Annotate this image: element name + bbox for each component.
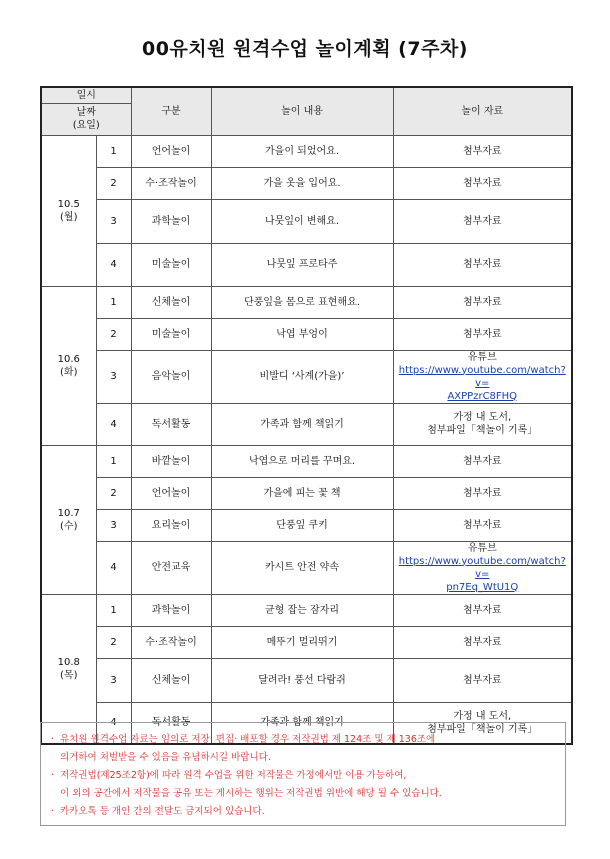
copyright-notice xyxy=(40,722,566,826)
material-label: 첨부자료 xyxy=(462,215,502,227)
content-cell: 가족과 함께 책읽기 xyxy=(211,403,393,445)
category-cell: 신체놀이 xyxy=(131,286,211,318)
notice-text: 저작권법(제25조2항)에 따라 원격 수업을 위한 저작물은 가정에서만 이용 가능하여, xyxy=(60,770,407,781)
material-label: 첨부자료 xyxy=(462,519,502,531)
content-cell: 낙엽으로 머리를 꾸며요. xyxy=(211,445,393,477)
notice-text: 이 외의 공간에서 저작물을 공유 또는 게시하는 행위는 저작권법 위반에 해당 될 수 있습니다. xyxy=(60,788,442,799)
material-label: 유튜브 xyxy=(467,542,497,554)
material-cell xyxy=(393,626,572,658)
youtube-link[interactable]: https://www.youtube.com/watch?v= pn7Eq_WtU1Q xyxy=(398,555,566,593)
category-cell: 과학놀이 xyxy=(131,199,211,243)
row-number: 4 xyxy=(96,403,131,445)
material-label: 첨부자료 xyxy=(462,328,502,340)
bullet-icon: · xyxy=(51,734,55,745)
material-cell xyxy=(393,350,572,403)
row-number: 4 xyxy=(96,541,131,594)
table-row xyxy=(41,658,572,702)
row-number: 3 xyxy=(96,199,131,243)
table-row xyxy=(41,167,572,199)
category-cell: 미술놀이 xyxy=(131,318,211,350)
row-number: 1 xyxy=(96,135,131,167)
material-label: 첨부자료 xyxy=(462,145,502,157)
category-cell: 수·조작놀이 xyxy=(131,167,211,199)
notice-line xyxy=(51,803,565,821)
category-cell: 언어놀이 xyxy=(131,135,211,167)
category-cell: 과학놀이 xyxy=(131,594,211,626)
table-row xyxy=(41,199,572,243)
material-label: 가정 내 도서, 첨부파일「책놀이 기록」 xyxy=(427,412,538,436)
day-cell xyxy=(41,286,96,445)
bullet-icon: · xyxy=(51,806,55,817)
header-category: 구분 xyxy=(131,87,211,135)
table-row xyxy=(41,318,572,350)
category-cell: 요리놀이 xyxy=(131,509,211,541)
content-cell: 나뭇잎이 변해요. xyxy=(211,199,393,243)
category-cell: 언어놀이 xyxy=(131,477,211,509)
material-label: 가정 내 도서, 첨부파일「책놀이 기록」 xyxy=(427,710,538,735)
material-label: 유튜브 xyxy=(467,351,497,363)
category-cell: 신체놀이 xyxy=(131,658,211,702)
day-cell xyxy=(41,445,96,594)
table-row xyxy=(41,509,572,541)
category-cell: 안전교육 xyxy=(131,541,211,594)
material-cell xyxy=(393,403,572,445)
content-cell: 달려라! 풍선 다람쥐 xyxy=(211,658,393,702)
material-cell xyxy=(393,167,572,199)
material-cell xyxy=(393,509,572,541)
material-cell xyxy=(393,541,572,594)
youtube-link[interactable]: https://www.youtube.com/watch?v= AXPPzrC8FHQ xyxy=(398,364,566,402)
notice-line xyxy=(51,785,565,803)
notice-text: 카카오톡 등 개인 간의 전달도 금지되어 있습니다. xyxy=(60,806,265,817)
material-cell xyxy=(393,658,572,702)
row-number: 1 xyxy=(96,286,131,318)
material-label: 첨부자료 xyxy=(462,259,502,270)
notice-line xyxy=(51,749,565,767)
table-row xyxy=(41,594,572,626)
row-number: 1 xyxy=(96,594,131,626)
content-cell: 가을이 되었어요. xyxy=(211,135,393,167)
row-number: 2 xyxy=(96,477,131,509)
category-cell: 음악놀이 xyxy=(131,350,211,403)
content-cell: 가족과 함께 책읽기 xyxy=(211,702,393,744)
category-cell: 미술놀이 xyxy=(131,243,211,286)
table-row xyxy=(41,286,572,318)
table-row xyxy=(41,135,572,167)
notice-line xyxy=(51,731,565,749)
page-title: 00유치원 원격수업 놀이계획 (7주차) xyxy=(142,38,468,60)
day-label: 10.7 (수) xyxy=(57,507,80,532)
row-number: 2 xyxy=(96,318,131,350)
category-cell: 수·조작놀이 xyxy=(131,626,211,658)
notice-text: 의거하여 처벌받을 수 있음을 유념하시길 바랍니다. xyxy=(60,752,271,763)
material-cell xyxy=(393,445,572,477)
material-label: 첨부자료 xyxy=(462,296,502,308)
table-row xyxy=(41,626,572,658)
content-cell: 비발디 ‘사계(가을)’ xyxy=(211,350,393,403)
row-number: 2 xyxy=(96,167,131,199)
notice-text: 유치원 원격수업 자료는 임의로 저장· 편집· 배포할 경우 저작권법 제 124조 및 제 136조에 xyxy=(60,734,436,745)
table-row xyxy=(41,403,572,445)
material-cell xyxy=(393,318,572,350)
row-number: 4 xyxy=(96,243,131,286)
day-label: 10.6 (화) xyxy=(57,353,80,378)
content-cell: 가을 옷을 입어요. xyxy=(211,167,393,199)
row-number: 3 xyxy=(96,350,131,403)
table-row xyxy=(41,243,572,286)
material-label: 첨부자료 xyxy=(462,455,502,467)
row-number: 3 xyxy=(96,658,131,702)
material-label: 첨부자료 xyxy=(462,674,502,686)
header-date-day xyxy=(41,103,131,135)
content-cell: 메뚜기 멀리뛰기 xyxy=(211,626,393,658)
material-label: 첨부자료 xyxy=(462,487,502,499)
table-row xyxy=(41,477,572,509)
row-number: 4 xyxy=(96,702,131,744)
notice-line xyxy=(51,767,565,785)
row-number: 2 xyxy=(96,626,131,658)
material-cell xyxy=(393,594,572,626)
table-row xyxy=(41,541,572,594)
content-cell: 카시트 안전 약속 xyxy=(211,541,393,594)
material-label: 첨부자료 xyxy=(462,177,502,189)
material-label: 첨부자료 xyxy=(462,636,502,648)
header-content: 놀이 내용 xyxy=(211,87,393,135)
day-cell xyxy=(41,135,96,286)
content-cell: 나뭇잎 프로타주 xyxy=(211,243,393,286)
row-number: 3 xyxy=(96,509,131,541)
day-label: 10.8 (목) xyxy=(57,656,80,681)
category-cell: 독서활동 xyxy=(131,702,211,744)
plan-table-body xyxy=(41,135,572,744)
category-cell: 바깥놀이 xyxy=(131,445,211,477)
material-cell xyxy=(393,135,572,167)
plan-table xyxy=(40,86,573,745)
content-cell: 가을에 피는 꽃 책 xyxy=(211,477,393,509)
content-cell: 단풍잎 쿠키 xyxy=(211,509,393,541)
notice-list xyxy=(51,731,565,821)
header-material: 놀이 자료 xyxy=(393,87,572,135)
material-cell xyxy=(393,477,572,509)
table-row xyxy=(41,350,572,403)
content-cell: 균형 잡는 잠자리 xyxy=(211,594,393,626)
material-label: 첨부자료 xyxy=(462,604,502,616)
content-cell: 단풍잎을 몸으로 표현해요. xyxy=(211,286,393,318)
row-number: 1 xyxy=(96,445,131,477)
bullet-icon: · xyxy=(51,770,55,781)
day-label: 10.5 (월) xyxy=(57,198,80,223)
header-date-time: 일시 xyxy=(41,87,131,103)
table-row xyxy=(41,445,572,477)
material-cell xyxy=(393,243,572,286)
material-cell xyxy=(393,199,572,243)
material-cell xyxy=(393,286,572,318)
header-date-day-text: 날짜 (요일) xyxy=(72,107,100,131)
content-cell: 낙엽 부엉이 xyxy=(211,318,393,350)
category-cell: 독서활동 xyxy=(131,403,211,445)
